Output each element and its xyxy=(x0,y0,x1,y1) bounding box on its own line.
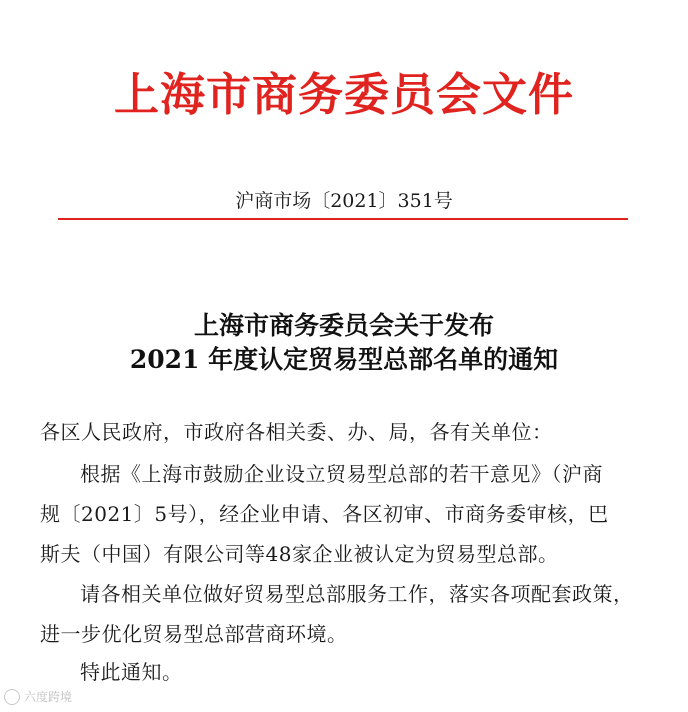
closing-line: 特此通知。 xyxy=(80,660,183,684)
addressee-line: 各区人民政府，市政府各相关委、办、局，各有关单位： xyxy=(40,420,553,444)
watermark-text: 六度跨境 xyxy=(24,690,73,704)
document-header-title: 上海市商务委员会文件 xyxy=(113,68,574,121)
body-text-line: 进一步优化贸易型总部营商环境。 xyxy=(40,622,348,646)
document-number: 沪商市场〔2021〕351号 xyxy=(235,190,453,212)
body-text-line: 规〔2021〕5号），经企业申请、各区初审、市商务委审核，巴 xyxy=(40,502,609,526)
watermark xyxy=(4,688,72,705)
body-text-line: 斯夫（中国）有限公司等48家企业被认定为贸易型总部。 xyxy=(40,542,559,566)
body-text-line: 请各相关单位做好贸易型总部服务工作，落实各项配套政策， xyxy=(80,582,634,606)
notice-title-line-2: 2021 年度认定贸易型总部名单的通知 xyxy=(129,345,559,374)
red-divider-line xyxy=(58,218,628,220)
watermark-logo-icon xyxy=(4,689,20,705)
notice-title-line-1: 上海市商务委员会关于发布 xyxy=(193,311,494,340)
body-text-line: 根据《上海市鼓励企业设立贸易型总部的若干意见》（沪商 xyxy=(80,462,603,486)
